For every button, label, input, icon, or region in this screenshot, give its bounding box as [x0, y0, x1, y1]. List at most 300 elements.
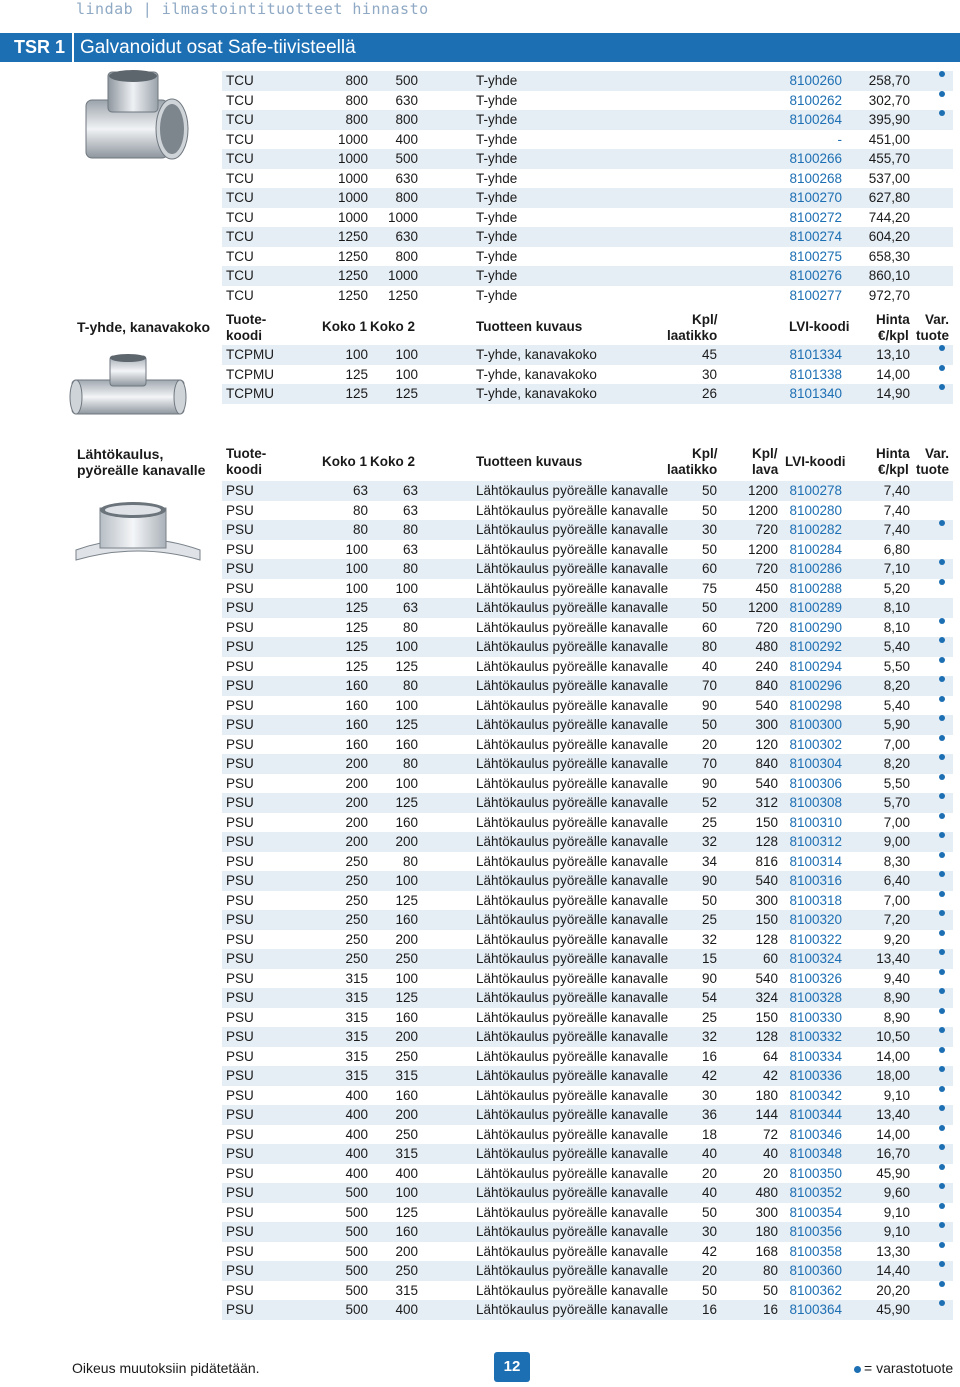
price: 8,20 — [883, 678, 910, 693]
description: T-yhde — [476, 92, 518, 108]
size-2: 100 — [395, 873, 418, 888]
price: 5,50 — [883, 775, 910, 791]
table-row — [222, 1183, 953, 1203]
lvi-code: 8100276 — [789, 268, 842, 283]
qty-per-box: 40 — [701, 1185, 717, 1200]
description: Lähtökaulus pyöreälle kanavalle — [476, 600, 669, 615]
product-code: PSU — [226, 541, 254, 557]
stock-dot-icon — [939, 813, 945, 819]
product-code: PSU — [226, 639, 254, 654]
qty-per-pallet: 300 — [755, 892, 778, 908]
qty-per-box: 90 — [701, 775, 717, 791]
size-2: 125 — [395, 795, 418, 810]
product-code: TCU — [226, 248, 254, 264]
qty-per-pallet: 720 — [755, 561, 778, 576]
stock-dot-icon — [939, 520, 945, 526]
size-2: 630 — [395, 170, 418, 186]
price: 455,70 — [868, 151, 910, 166]
size-2: 80 — [402, 853, 418, 869]
hdr-hinta: Hinta — [876, 446, 910, 461]
price: 7,20 — [883, 912, 910, 927]
price: 18,00 — [876, 1068, 910, 1083]
qty-per-box: 16 — [701, 1302, 717, 1317]
size-2: 1000 — [387, 268, 418, 283]
size-2: 63 — [402, 502, 418, 518]
product-code: PSU — [226, 834, 254, 849]
stock-dot-icon — [939, 988, 945, 994]
size-2: 1000 — [387, 209, 418, 225]
size-1: 125 — [345, 600, 368, 615]
size-1: 1000 — [337, 151, 368, 166]
price: 6,40 — [883, 873, 910, 888]
qty-per-pallet: 40 — [762, 1146, 778, 1161]
description: Lähtökaulus pyöreälle kanavalle — [476, 639, 669, 654]
lvi-code: 8100275 — [789, 248, 842, 264]
price: 9,10 — [883, 1087, 910, 1103]
qty-per-box: 70 — [701, 678, 717, 693]
product-code: PSU — [226, 990, 254, 1005]
price: 7,40 — [883, 483, 910, 498]
size-2: 160 — [395, 1009, 418, 1025]
qty-per-pallet: 450 — [755, 580, 778, 596]
price: 9,00 — [883, 834, 910, 849]
product-code: PSU — [226, 697, 254, 713]
qty-per-pallet: 16 — [762, 1302, 778, 1317]
price: 13,40 — [876, 1107, 910, 1122]
description: T-yhde — [476, 131, 518, 147]
stock-dot-icon — [939, 852, 945, 858]
price: 537,00 — [868, 170, 910, 186]
product-code: PSU — [226, 775, 254, 791]
table-row — [222, 715, 953, 735]
stock-dot-icon — [939, 1125, 945, 1131]
size-1: 500 — [345, 1302, 368, 1317]
product-code: PSU — [226, 1048, 254, 1064]
description: Lähtökaulus pyöreälle kanavalle — [476, 1204, 669, 1220]
table-row — [222, 910, 953, 930]
hdr-tuote: Tuote- — [226, 446, 267, 461]
price: 860,10 — [868, 268, 910, 283]
lvi-code: 8100346 — [789, 1126, 842, 1142]
lvi-code: 8100266 — [789, 151, 842, 166]
table-row — [222, 208, 953, 228]
table-row — [222, 1222, 953, 1242]
qty-per-box: 90 — [701, 970, 717, 986]
price: 972,70 — [868, 287, 910, 303]
product-code: PSU — [226, 619, 254, 635]
qty-per-box: 26 — [701, 386, 717, 401]
table-row — [222, 852, 953, 872]
stock-dot-icon — [939, 1144, 945, 1150]
size-1: 200 — [345, 795, 368, 810]
price: 8,90 — [883, 990, 910, 1005]
product-code: PSU — [226, 814, 254, 830]
price: 16,70 — [876, 1146, 910, 1161]
description: Lähtökaulus pyöreälle kanavalle — [476, 1185, 669, 1200]
qty-per-box: 40 — [701, 658, 717, 674]
lvi-code: 8100294 — [789, 658, 842, 674]
size-1: 1250 — [337, 287, 368, 303]
table-row — [222, 110, 953, 130]
description: Lähtökaulus pyöreälle kanavalle — [476, 873, 669, 888]
table-row — [222, 559, 953, 579]
qty-per-pallet: 1200 — [747, 502, 778, 518]
stock-dot-icon — [939, 891, 945, 897]
size-2: 80 — [402, 619, 418, 635]
qty-per-box: 34 — [701, 853, 717, 869]
qty-per-box: 80 — [701, 639, 717, 654]
price: 14,90 — [876, 386, 910, 401]
table-row — [222, 1086, 953, 1106]
stock-dot-icon — [939, 110, 945, 116]
table-row — [222, 540, 953, 560]
qty-per-box: 15 — [701, 951, 717, 966]
product-code: PSU — [226, 1263, 254, 1278]
description: Lähtökaulus pyöreälle kanavalle — [476, 853, 669, 869]
description: Lähtökaulus pyöreälle kanavalle — [476, 541, 669, 557]
lvi-code: 8100334 — [789, 1048, 842, 1064]
description: T-yhde, kanavakoko — [476, 366, 597, 382]
size-2: 1250 — [387, 287, 418, 303]
lvi-code: 8100350 — [789, 1165, 842, 1181]
price: 9,40 — [883, 970, 910, 986]
size-2: 125 — [395, 1204, 418, 1220]
qty-per-box: 42 — [701, 1068, 717, 1083]
table-row — [222, 696, 953, 716]
size-1: 125 — [345, 658, 368, 674]
qty-per-box: 50 — [701, 892, 717, 908]
price: 9,20 — [883, 931, 910, 947]
hdr-laatikko: laatikko — [667, 462, 718, 477]
description: Lähtökaulus pyöreälle kanavalle — [476, 756, 669, 771]
lvi-code: 8100272 — [789, 209, 842, 225]
stock-dot-icon — [939, 1242, 945, 1248]
lvi-code: 8100342 — [789, 1087, 842, 1103]
size-2: 160 — [395, 1087, 418, 1103]
price: 7,40 — [883, 522, 910, 537]
side-label-lahtokaulus-line2: pyöreälle kanavalle — [77, 462, 206, 478]
size-1: 500 — [345, 1243, 368, 1259]
product-code: PSU — [226, 658, 254, 674]
saddle-image — [72, 498, 204, 572]
side-label-lahtokaulus-line1: Lähtökaulus, — [77, 446, 164, 462]
stock-dot-icon — [939, 793, 945, 799]
size-2: 200 — [395, 1243, 418, 1259]
size-2: 400 — [395, 1302, 418, 1317]
size-1: 100 — [345, 347, 368, 362]
description: Lähtökaulus pyöreälle kanavalle — [476, 1263, 669, 1278]
description: T-yhde — [476, 112, 518, 127]
price: 14,00 — [876, 1126, 910, 1142]
size-1: 400 — [345, 1126, 368, 1142]
product-code: PSU — [226, 1126, 254, 1142]
product-code: PSU — [226, 1146, 254, 1161]
qty-per-box: 30 — [701, 522, 717, 537]
description: Lähtökaulus pyöreälle kanavalle — [476, 795, 669, 810]
size-1: 1250 — [337, 229, 368, 244]
qty-per-pallet: 840 — [755, 678, 778, 693]
stock-dot-icon — [939, 384, 945, 390]
description: T-yhde — [476, 209, 518, 225]
table-row — [222, 930, 953, 950]
product-code: PSU — [226, 892, 254, 908]
size-1: 500 — [345, 1224, 368, 1239]
hdr-var: Var. — [925, 446, 950, 461]
price: 13,30 — [876, 1243, 910, 1259]
size-2: 315 — [395, 1282, 418, 1298]
table-row — [222, 1144, 953, 1164]
lvi-code: 8100352 — [789, 1185, 842, 1200]
lvi-code: 8100356 — [789, 1224, 842, 1239]
price: 5,40 — [883, 639, 910, 654]
size-1: 160 — [345, 736, 368, 752]
price: 5,40 — [883, 697, 910, 713]
price: 9,10 — [883, 1204, 910, 1220]
lvi-code: 8100260 — [789, 73, 842, 88]
description: Lähtökaulus pyöreälle kanavalle — [476, 1068, 669, 1083]
table-row — [222, 227, 953, 247]
lvi-code: 8100298 — [789, 697, 842, 713]
size-1: 500 — [345, 1185, 368, 1200]
stock-dot-icon — [939, 910, 945, 916]
product-code: PSU — [226, 1302, 254, 1317]
price: 7,00 — [883, 736, 910, 752]
price: 45,90 — [876, 1302, 910, 1317]
lvi-code: 8100262 — [789, 92, 842, 108]
size-1: 1000 — [337, 190, 368, 205]
size-2: 630 — [395, 92, 418, 108]
qty-per-pallet: 144 — [755, 1107, 778, 1122]
size-2: 125 — [395, 658, 418, 674]
hdr-lvi: LVI-koodi — [789, 319, 850, 334]
stock-dot-icon — [939, 1105, 945, 1111]
price: 10,50 — [876, 1029, 910, 1044]
size-1: 500 — [345, 1204, 368, 1220]
lvi-code: 8100277 — [789, 287, 842, 303]
product-code: PSU — [226, 912, 254, 927]
product-code: PSU — [226, 795, 254, 810]
product-code: PSU — [226, 1224, 254, 1239]
t-piece-large-image — [80, 68, 198, 166]
qty-per-pallet: 540 — [755, 970, 778, 986]
size-2: 125 — [395, 386, 418, 401]
qty-per-box: 36 — [701, 1107, 717, 1122]
stock-dot-icon — [939, 1086, 945, 1092]
product-code: TCU — [226, 209, 254, 225]
product-code: TCU — [226, 229, 254, 244]
size-2: 160 — [395, 814, 418, 830]
lvi-code: 8100336 — [789, 1068, 842, 1083]
product-code: PSU — [226, 756, 254, 771]
size-1: 63 — [352, 483, 368, 498]
size-1: 315 — [345, 1048, 368, 1064]
hdr-koodi: koodi — [226, 328, 262, 343]
price: 658,30 — [868, 248, 910, 264]
qty-per-pallet: 168 — [755, 1243, 778, 1259]
size-1: 250 — [345, 892, 368, 908]
qty-per-pallet: 72 — [762, 1126, 778, 1142]
hdr-tuote-var: tuote — [916, 462, 949, 477]
qty-per-box: 54 — [701, 990, 717, 1005]
size-1: 400 — [345, 1146, 368, 1161]
price: 5,20 — [883, 580, 910, 596]
stock-dot-icon — [939, 1300, 945, 1306]
qty-per-box: 70 — [701, 756, 717, 771]
lvi-code: 8100268 — [789, 170, 842, 186]
description: T-yhde, kanavakoko — [476, 347, 597, 362]
qty-per-box: 50 — [701, 1282, 717, 1298]
lvi-code: 8100278 — [789, 483, 842, 498]
lvi-code: 8100296 — [789, 678, 842, 693]
table-row — [222, 754, 953, 774]
size-2: 500 — [395, 73, 418, 88]
size-2: 800 — [395, 112, 418, 127]
product-code: PSU — [226, 853, 254, 869]
description: Lähtökaulus pyöreälle kanavalle — [476, 814, 669, 830]
description: Lähtökaulus pyöreälle kanavalle — [476, 1243, 669, 1259]
size-1: 160 — [345, 717, 368, 732]
description: Lähtökaulus pyöreälle kanavalle — [476, 931, 669, 947]
size-1: 100 — [345, 580, 368, 596]
size-2: 315 — [395, 1068, 418, 1083]
size-2: 80 — [402, 522, 418, 537]
lvi-code: 8100318 — [789, 892, 842, 908]
stock-dot-icon — [939, 1222, 945, 1228]
size-1: 315 — [345, 990, 368, 1005]
lvi-code: 8101338 — [789, 366, 842, 382]
table-row — [222, 598, 953, 618]
qty-per-box: 20 — [701, 1165, 717, 1181]
lvi-code: 8100362 — [789, 1282, 842, 1298]
product-code: PSU — [226, 951, 254, 966]
table-row — [222, 1008, 953, 1028]
size-2: 125 — [395, 990, 418, 1005]
qty-per-pallet: 816 — [755, 853, 778, 869]
product-code: TCU — [226, 92, 254, 108]
price: 302,70 — [868, 92, 910, 108]
table-row — [222, 1300, 953, 1320]
product-code: PSU — [226, 873, 254, 888]
size-1: 1000 — [337, 131, 368, 147]
price: 451,00 — [868, 131, 910, 147]
table-row — [222, 988, 953, 1008]
description: Lähtökaulus pyöreälle kanavalle — [476, 1126, 669, 1142]
size-1: 500 — [345, 1263, 368, 1278]
stock-dot-icon — [939, 930, 945, 936]
description: Lähtökaulus pyöreälle kanavalle — [476, 678, 669, 693]
product-code: PSU — [226, 1282, 254, 1298]
footer-legend — [828, 1360, 953, 1376]
hdr-eur: €/kpl — [878, 328, 909, 343]
size-2: 100 — [395, 970, 418, 986]
price: 7,40 — [883, 502, 910, 518]
product-code: PSU — [226, 1165, 254, 1181]
lvi-code: 8100306 — [789, 775, 842, 791]
table-row — [222, 188, 953, 208]
product-code: PSU — [226, 1243, 254, 1259]
size-2: 100 — [395, 366, 418, 382]
size-2: 400 — [395, 1165, 418, 1181]
qty-per-pallet: 128 — [755, 931, 778, 947]
product-code: TCU — [226, 112, 254, 127]
qty-per-pallet: 300 — [755, 1204, 778, 1220]
product-code: TCU — [226, 151, 254, 166]
description: Lähtökaulus pyöreälle kanavalle — [476, 1048, 669, 1064]
description: Lähtökaulus pyöreälle kanavalle — [476, 892, 669, 908]
price: 13,10 — [876, 347, 910, 362]
qty-per-box: 50 — [701, 717, 717, 732]
table-row — [222, 384, 953, 404]
description: Lähtökaulus pyöreälle kanavalle — [476, 775, 669, 791]
qty-per-pallet: 42 — [762, 1068, 778, 1083]
table-row — [222, 813, 953, 833]
hdr-var: Var. — [925, 312, 950, 327]
product-code: TCU — [226, 170, 254, 186]
price: 8,90 — [883, 1009, 910, 1025]
size-1: 80 — [352, 522, 368, 537]
product-code: PSU — [226, 678, 254, 693]
size-2: 63 — [402, 483, 418, 498]
size-2: 125 — [395, 892, 418, 908]
stock-dot-icon — [939, 754, 945, 760]
size-1: 315 — [345, 970, 368, 986]
qty-per-pallet: 64 — [762, 1048, 778, 1064]
lvi-code: 8100286 — [789, 561, 842, 576]
qty-per-pallet: 312 — [755, 795, 778, 810]
hdr-eur: €/kpl — [878, 462, 909, 477]
stock-dot-icon — [939, 91, 945, 97]
lvi-code: 8100324 — [789, 951, 842, 966]
stock-dot-icon — [939, 637, 945, 643]
qty-per-pallet: 1200 — [747, 600, 778, 615]
price: 14,00 — [876, 366, 910, 382]
size-2: 100 — [395, 639, 418, 654]
stock-dot-icon — [939, 832, 945, 838]
product-code: PSU — [226, 1009, 254, 1025]
t-piece-small-image — [66, 352, 190, 424]
qty-per-box: 30 — [701, 366, 717, 382]
product-code: PSU — [226, 580, 254, 596]
hdr-koodi: koodi — [226, 462, 262, 477]
stock-dot-icon — [939, 657, 945, 663]
price: 5,50 — [883, 658, 910, 674]
lvi-code: 8100326 — [789, 970, 842, 986]
qty-per-box: 20 — [701, 1263, 717, 1278]
qty-per-box: 60 — [701, 561, 717, 576]
description: Lähtökaulus pyöreälle kanavalle — [476, 834, 669, 849]
lvi-code: 8100348 — [789, 1146, 842, 1161]
size-2: 160 — [395, 736, 418, 752]
hdr-kuvaus: Tuotteen kuvaus — [476, 454, 583, 469]
product-code: PSU — [226, 717, 254, 732]
qty-per-box: 25 — [701, 814, 717, 830]
table-row — [222, 891, 953, 911]
qty-per-pallet: 720 — [755, 619, 778, 635]
brand-name: lindab — [76, 0, 134, 18]
size-2: 250 — [395, 951, 418, 966]
description: Lähtökaulus pyöreälle kanavalle — [476, 912, 669, 927]
description: Lähtökaulus pyöreälle kanavalle — [476, 951, 669, 966]
qty-per-pallet: 150 — [755, 912, 778, 927]
stock-dot-icon — [939, 559, 945, 565]
hdr-kpl: Kpl/ — [692, 312, 718, 327]
stock-dot-icon — [939, 618, 945, 624]
description: Lähtökaulus pyöreälle kanavalle — [476, 619, 669, 635]
size-1: 250 — [345, 951, 368, 966]
table-row — [222, 1164, 953, 1184]
size-2: 250 — [395, 1263, 418, 1278]
table-row — [222, 969, 953, 989]
